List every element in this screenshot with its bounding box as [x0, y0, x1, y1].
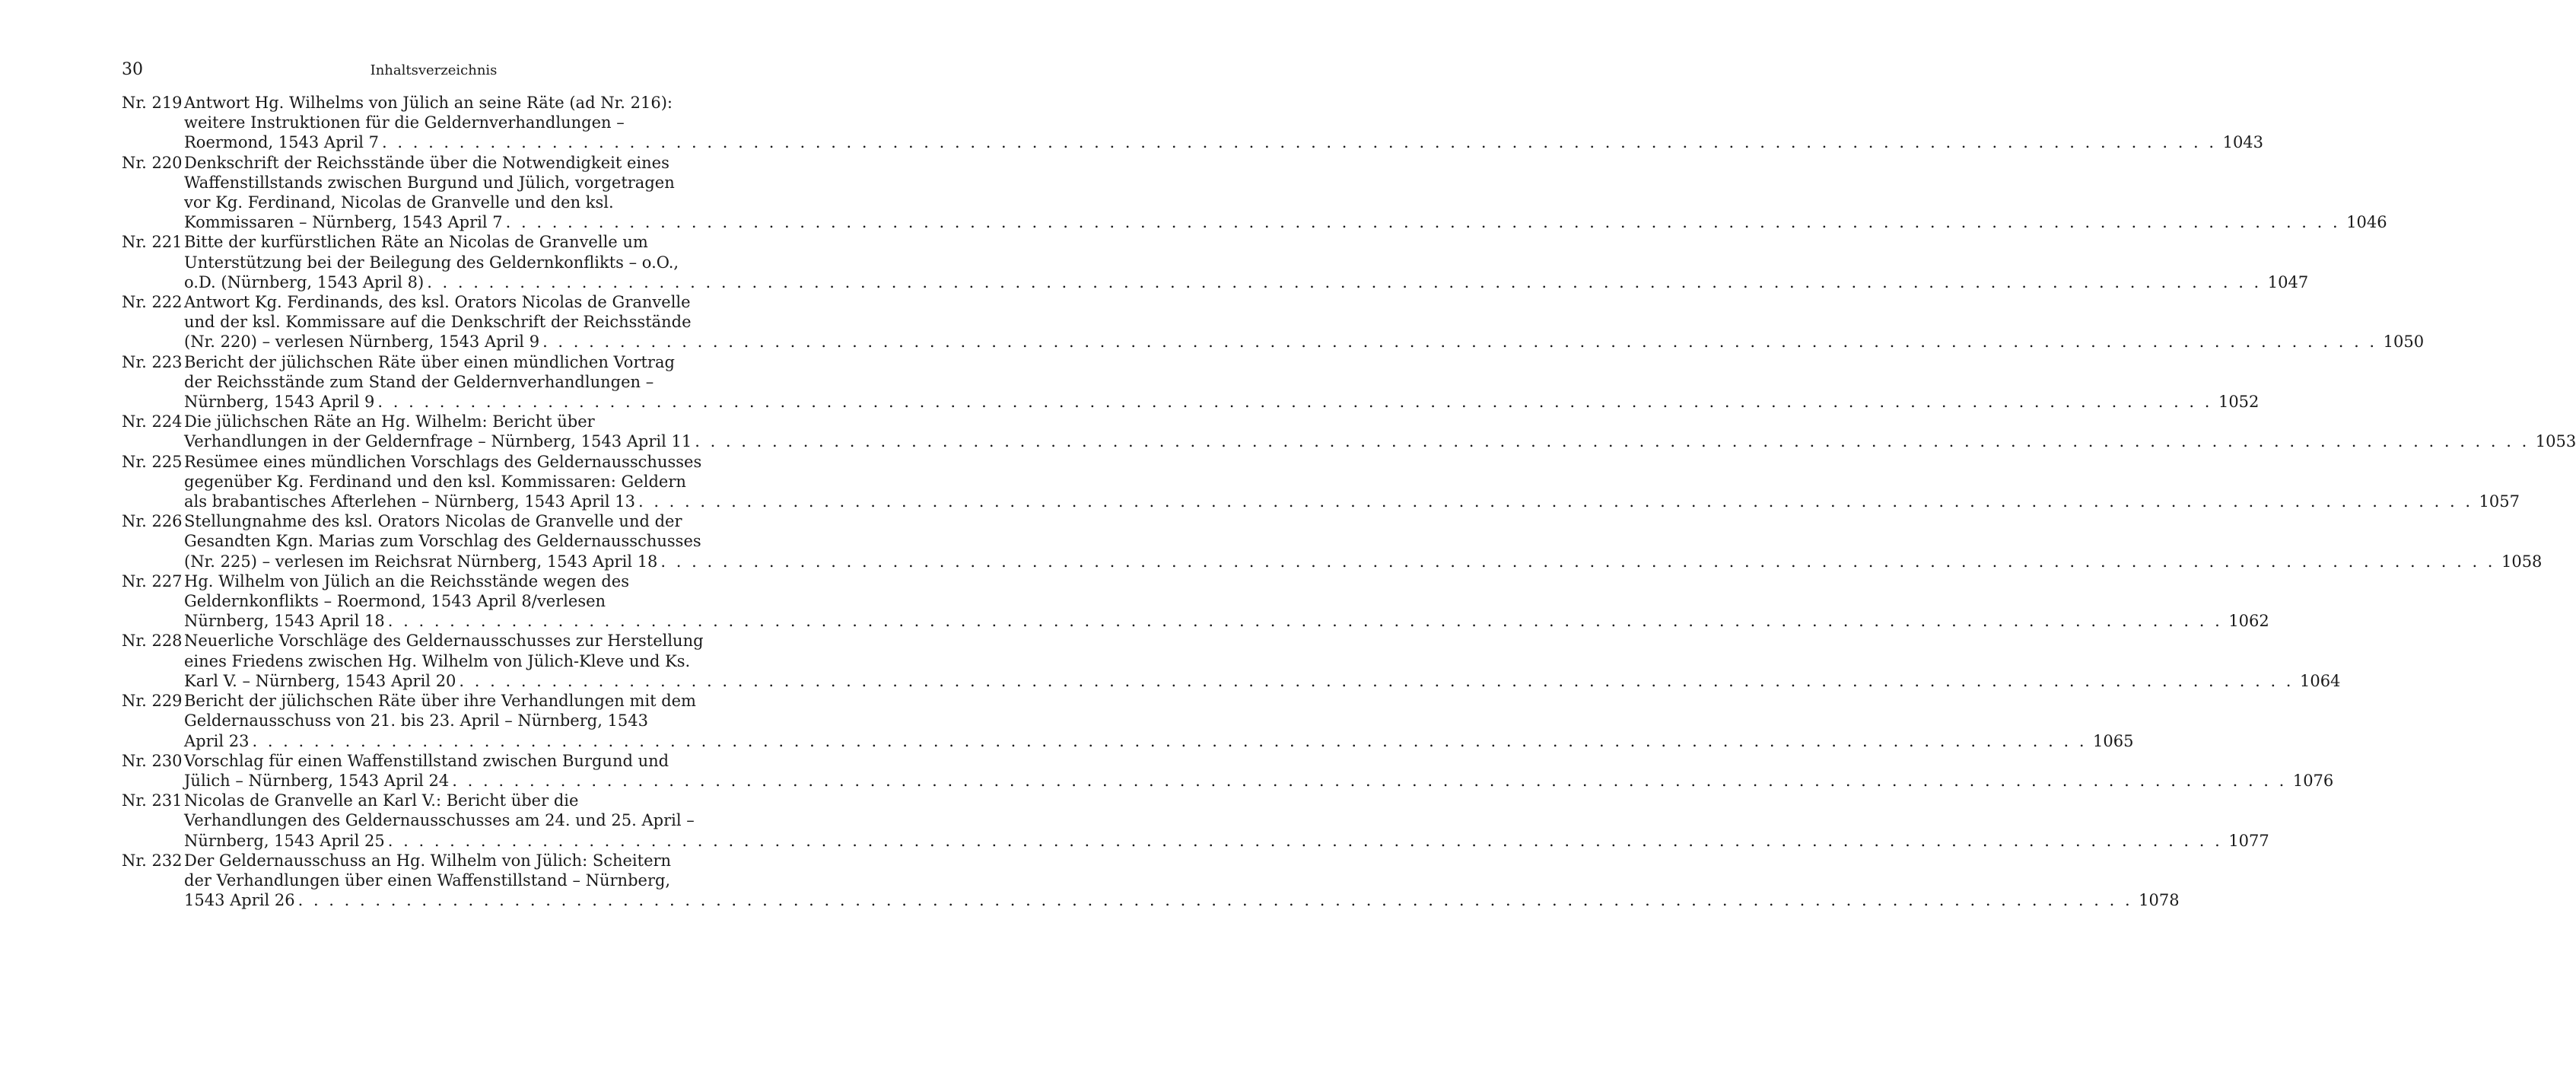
entry-title-line: Verhandlungen des Geldernausschusses am 24. und 25. April – — [184, 811, 695, 830]
entry-title — [184, 631, 2339, 691]
entry-title-line: Hg. Wilhelm von Jülich an die Reichsstände wegen des — [184, 571, 629, 590]
table-of-contents — [122, 93, 2576, 910]
page-reference: 1053 — [2535, 432, 2576, 451]
page-reference: 1076 — [2292, 771, 2334, 790]
entry-title-line: Kommissaren – Nürnberg, 1543 April 7 — [184, 213, 503, 232]
entry-title — [184, 352, 2258, 412]
entry-last-line — [184, 332, 2423, 352]
entry-title-line: Resümee eines mündlichen Vorschlags des Geldernausschusses — [184, 452, 702, 471]
dot-leader — [506, 212, 2341, 232]
entry-title-line: 1543 April 26 — [184, 891, 295, 910]
entry-number: Nr. 224 — [122, 412, 183, 431]
entry-title-line: o.D. (Nürnberg, 1543 April 8) — [184, 272, 425, 291]
entry-title-line: Die jülichschen Räte an Hg. Wilhelm: Bericht über — [184, 412, 595, 431]
entry-title-line: Gesandten Kgn. Marias zum Vorschlag des Geldernausschusses — [184, 532, 701, 551]
entry-number: Nr. 226 — [122, 512, 183, 531]
page-reference: 1050 — [2383, 333, 2425, 352]
entry-title-line: der Reichsstände zum Stand der Geldernverhandlungen – — [184, 372, 654, 391]
dot-leader — [660, 552, 2495, 571]
entry-title-line: Denkschrift der Reichsstände über die Notwendigkeit eines — [184, 153, 669, 172]
page-reference: 1078 — [2139, 891, 2180, 910]
toc-entry — [122, 851, 2180, 911]
entry-number: Nr. 229 — [122, 692, 183, 711]
entry-number: Nr. 223 — [122, 352, 183, 371]
entry-title-line: Bitte der kurfürstlichen Räte an Nicolas de Granvelle um — [184, 233, 648, 252]
entry-title — [184, 452, 2519, 512]
entry-title — [184, 571, 2268, 632]
dot-leader — [298, 890, 2133, 910]
entry-last-line — [184, 771, 2333, 791]
entry-title — [184, 511, 2541, 571]
entry-number: Nr. 219 — [122, 94, 183, 112]
entry-last-line — [184, 492, 2519, 511]
page-reference: 1065 — [2093, 731, 2134, 750]
entry-title-line: Neuerliche Vorschläge des Geldernausschusses zur Herstellung — [184, 632, 704, 651]
dot-leader — [377, 392, 2212, 412]
entry-title-line: Roermond, 1543 April 7 — [184, 133, 380, 152]
entry-last-line — [184, 731, 2132, 751]
dot-leader — [542, 332, 2377, 352]
entry-number: Nr. 220 — [122, 153, 183, 172]
dot-leader — [452, 771, 2287, 791]
entry-title-line: weitere Instruktionen für die Geldernverhandlungen – — [184, 113, 625, 132]
entry-last-line — [184, 611, 2268, 631]
page-reference: 1057 — [2479, 492, 2520, 511]
entry-title-line: Antwort Hg. Wilhelms von Jülich an seine Räte (ad Nr. 216): — [184, 94, 673, 112]
entry-title-line: der Verhandlungen über einen Waffenstillstand – Nürnberg, — [184, 871, 671, 890]
entry-title — [184, 691, 2132, 751]
entry-number: Nr. 225 — [122, 452, 183, 471]
entry-number: Nr. 228 — [122, 632, 183, 651]
entry-title-line: Unterstützung bei der Beilegung des Geldernkonflikts – o.O., — [184, 253, 679, 272]
entry-title-line: Bericht der jülichschen Räte über einen mündlichen Vortrag — [184, 352, 675, 371]
entry-title — [184, 851, 2178, 911]
dot-leader — [388, 831, 2223, 851]
dot-leader — [382, 132, 2217, 152]
entry-title-line: Antwort Kg. Ferdinands, des ksl. Orators Nicolas de Granvelle — [184, 293, 691, 312]
toc-entry — [122, 412, 2576, 451]
entry-title-line: und der ksl. Kommissare auf die Denkschrift der Reichsstände — [184, 313, 692, 332]
entry-title-line: Nürnberg, 1543 April 18 — [184, 612, 385, 631]
entry-title-line: Geldernausschuss von 21. bis 23. April – Nürnberg, 1543 — [184, 711, 648, 730]
dot-leader — [695, 431, 2530, 451]
page-number: 30 — [122, 60, 143, 79]
entry-number: Nr. 222 — [122, 293, 183, 312]
dot-leader — [638, 492, 2473, 511]
toc-entry — [122, 292, 2425, 352]
toc-entry — [122, 452, 2520, 512]
entry-title — [184, 751, 2333, 791]
entry-title-line: Waffenstillstands zwischen Burgund und Jülich, vorgetragen — [184, 173, 675, 192]
entry-last-line — [184, 392, 2258, 412]
entry-last-line — [184, 431, 2575, 451]
dot-leader — [252, 731, 2087, 751]
entry-last-line — [184, 552, 2541, 571]
toc-entry — [122, 232, 2309, 292]
entry-number: Nr. 231 — [122, 791, 183, 810]
entry-title — [184, 93, 2263, 153]
entry-title-line: eines Friedens zwischen Hg. Wilhelm von Jülich-Kleve und Ks. — [184, 651, 691, 670]
page-reference: 1052 — [2218, 393, 2260, 412]
entry-last-line — [184, 272, 2307, 292]
entry-title-line: Nicolas de Granvelle an Karl V.: Bericht über die — [184, 791, 579, 810]
entry-title — [184, 412, 2575, 451]
page-reference: 1047 — [2267, 272, 2309, 291]
entry-title-line: gegenüber Kg. Ferdinand und den ksl. Kommissaren: Geldern — [184, 472, 686, 491]
entry-number: Nr. 227 — [122, 571, 183, 590]
running-head: Inhaltsverzeichnis — [370, 62, 498, 78]
page-reference: 1064 — [2299, 671, 2341, 690]
dot-leader — [388, 611, 2223, 631]
entry-last-line — [184, 890, 2178, 910]
entry-title-line: Karl V. – Nürnberg, 1543 April 20 — [184, 671, 456, 690]
page-reference: 1046 — [2346, 213, 2387, 232]
toc-entry — [122, 352, 2260, 412]
toc-entry — [122, 691, 2134, 751]
entry-title — [184, 232, 2307, 292]
entry-last-line — [184, 212, 2386, 232]
dot-leader — [459, 671, 2294, 691]
entry-last-line — [184, 132, 2263, 152]
entry-number: Nr. 232 — [122, 851, 183, 870]
dot-leader — [427, 272, 2262, 292]
toc-entry — [122, 791, 2269, 851]
entry-title-line: Geldernkonflikts – Roermond, 1543 April 8/verlesen — [184, 592, 606, 611]
toc-entry — [122, 751, 2334, 791]
entry-title-line: Stellungnahme des ksl. Orators Nicolas de Granvelle und der — [184, 512, 682, 531]
entry-title — [184, 292, 2423, 352]
page-reference: 1058 — [2501, 552, 2543, 571]
page-reference: 1077 — [2228, 831, 2269, 850]
entry-title-line: April 23 — [184, 731, 250, 750]
entry-title-line: Nürnberg, 1543 April 25 — [184, 831, 385, 850]
entry-title-line: als brabantisches Afterlehen – Nürnberg, 1543 April 13 — [184, 492, 635, 511]
entry-title-line: Bericht der jülichschen Räte über ihre Verhandlungen mit dem — [184, 692, 696, 711]
entry-last-line — [184, 831, 2268, 851]
entry-title-line: Nürnberg, 1543 April 9 — [184, 393, 375, 412]
entry-title-line: (Nr. 225) – verlesen im Reichsrat Nürnberg, 1543 April 18 — [184, 552, 658, 571]
toc-entry — [122, 631, 2341, 691]
entry-title-line: Verhandlungen in der Geldernfrage – Nürnberg, 1543 April 11 — [184, 432, 692, 451]
entry-number: Nr. 230 — [122, 751, 183, 770]
entry-title-line: vor Kg. Ferdinand, Nicolas de Granvelle und den ksl. — [184, 193, 614, 212]
entry-number: Nr. 221 — [122, 233, 183, 252]
toc-entry — [122, 511, 2543, 571]
entry-title — [184, 791, 2268, 851]
entry-title-line: Vorschlag für einen Waffenstillstand zwischen Burgund und — [184, 751, 669, 770]
entry-title-line: Jülich – Nürnberg, 1543 April 24 — [184, 771, 450, 790]
toc-entry — [122, 153, 2387, 233]
entry-last-line — [184, 671, 2339, 691]
entry-title-line: (Nr. 220) – verlesen Nürnberg, 1543 April 9 — [184, 333, 540, 352]
page-reference: 1062 — [2228, 612, 2269, 631]
toc-entry — [122, 93, 2264, 153]
page-reference: 1043 — [2222, 133, 2264, 152]
toc-entry — [122, 571, 2269, 632]
entry-title-line: Der Geldernausschuss an Hg. Wilhelm von Jülich: Scheitern — [184, 851, 672, 870]
entry-title — [184, 153, 2386, 233]
